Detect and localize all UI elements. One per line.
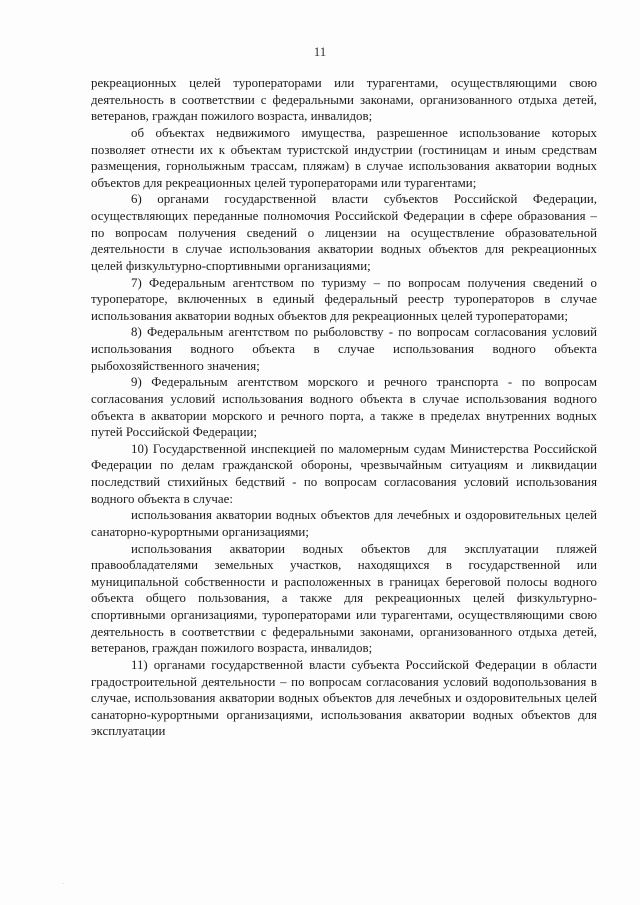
document-body [91,75,597,740]
paragraph-continuation: рекреационных целей туроператорами или турагентами, осуществляющими свою деятельность в соответствии с федеральными законами, организованного отдыха детей, ветеранов, граждан пожилого возраста, инвалидов; [91,76,597,124]
paragraph-item-8: 8) Федеральным агентством по рыболовству - по вопросам согласования условий использования водного объекта в случае использования водного объекта рыбохозяйственного значения; [91,325,597,373]
paragraph-item-7: 7) Федеральным агентством по туризму – по вопросам получения сведений о туроператоре, включенных в единый федеральный реестр туроператоров в случае использования акватории водных объектов для рекреационных целей туроператорами; [91,275,597,323]
paragraph-item-9: 9) Федеральным агентством морского и речного транспорта - по вопросам согласования условий использования водного объекта в случае использования водного объекта в акватории морского и речного порта, а также в пределах внутренних водных путей Российской Федерации; [91,375,597,440]
paragraph-real-estate-objects: об объектах недвижимого имущества, разрешенное использование которых позволяет отнести их к объектам туристской индустрии (гостиницам и иным средствам размещения, горнолыжным трассам, пляжам) в случае использования акватории водных объектов для рекреационных целей туроператорами или турагентами; [91,125,597,190]
paragraph-item-6: 6) органами государственной власти субъектов Российской Федерации, осуществляющих переданные полномочия Российской Федерации в сфере образования – по вопросам получения сведений о лицензии на осуществление образовательной деятельности в случае использования акватории водных объектов для рекреационных целей физкультурно-спортивными организациями; [91,192,597,273]
paragraph-item-10-case-beaches: использования акватории водных объектов для эксплуатации пляжей правообладателями земельных участков, находящихся в государственной или муниципальной собственности и расположенных в границах береговой полосы водного объекта общего пользования, а также для рекреационных целей физкультурно-спортивными организациями, туроператорами или турагентами, осуществляющими свою деятельность в соответствии с федеральными законами, организованного отдыха детей, ветеранов, граждан пожилого возраста, инвалидов; [91,541,597,656]
page-number: 11 [313,44,327,59]
paragraph-item-10: 10) Государственной инспекцией по маломерным судам Министерства Российской Федерации по делам гражданской обороны, чрезвычайным ситуациям и ликвидации последствий стихийных бедствий - по вопросам согласования условий использования водного объекта в случае: [91,441,597,506]
paragraph-item-11: 11) органами государственной власти субъекта Российской Федерации в области градостроительной деятельности – по вопросам согласования условий водопользования в случае, использования акватории водных объектов для лечебных и оздоровительных целей санаторно-курортными организациями, использования акватории водных объектов для эксплуатации [91,657,597,739]
scan-speck: · [62,880,65,888]
paragraph-item-10-case-medical: использования акватории водных объектов для лечебных и оздоровительных целей санаторно-курортными организациями; [91,508,597,539]
